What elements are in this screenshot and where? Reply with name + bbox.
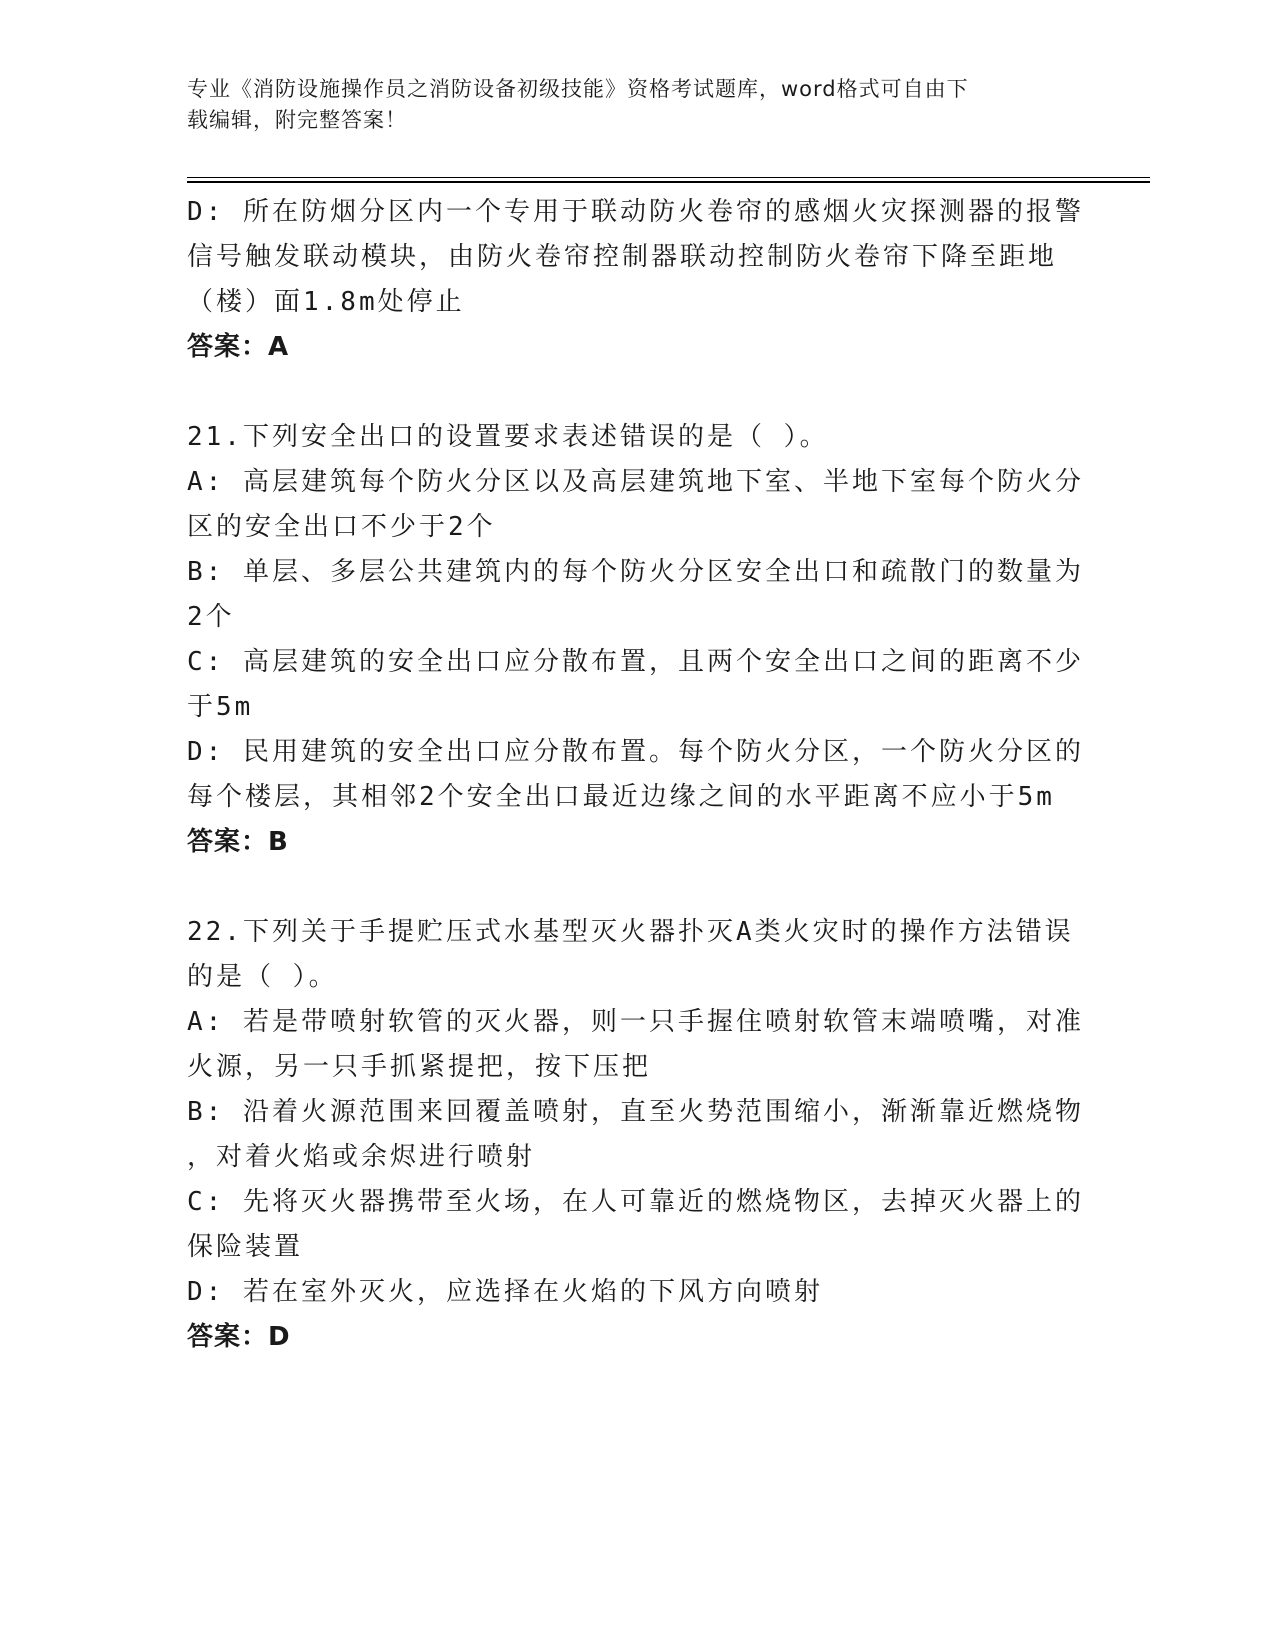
header-line: 载编辑，附完整答案！: [187, 108, 407, 132]
option-c-line: 保险装置: [187, 1232, 304, 1262]
option-a-line: A: 若是带喷射软管的灭火器，则一只手握住喷射软管末端喷嘴，对准: [187, 1007, 1084, 1037]
option-a-line: 火源，另一只手抓紧提把，按下压把: [187, 1052, 652, 1082]
question-22: [187, 910, 1087, 1360]
question-21: [187, 415, 1087, 865]
option-c-line: 于5m: [187, 692, 254, 722]
option-line: D: 所在防烟分区内一个专用于联动防火卷帘的感烟火灾探测器的报警: [187, 197, 1084, 227]
spacer: [187, 370, 1087, 415]
option-d-line: D: 民用建筑的安全出口应分散布置。每个防火分区，一个防火分区的: [187, 737, 1084, 767]
question-stem: 22.下列关于手提贮压式水基型灭火器扑灭A类火灾时的操作方法错误: [187, 917, 1074, 947]
answer-line: 答案：A: [187, 332, 290, 362]
prev-question-option-d: [187, 190, 1087, 325]
option-a-line: 区的安全出口不少于2个: [187, 512, 496, 542]
option-a-line: A: 高层建筑每个防火分区以及高层建筑地下室、半地下室每个防火分: [187, 467, 1084, 497]
header-divider-thin: [187, 177, 1150, 178]
spacer: [187, 865, 1087, 910]
answer-line: 答案：B: [187, 827, 289, 857]
option-line: 信号触发联动模块，由防火卷帘控制器联动控制防火卷帘下降至距地: [187, 242, 1058, 272]
option-b-line: ，对着火焰或余烬进行喷射: [187, 1142, 536, 1172]
option-line: （楼）面1.8m处停止: [187, 287, 465, 317]
question-stem: 21.下列安全出口的设置要求表述错误的是（ ）。: [187, 422, 829, 452]
option-b-line: B: 单层、多层公共建筑内的每个防火分区安全出口和疏散门的数量为: [187, 557, 1084, 587]
answer-line: 答案：D: [187, 1322, 291, 1352]
header-line: 专业《消防设施操作员之消防设备初级技能》资格考试题库，word格式可自由下: [187, 77, 969, 101]
question-content: [187, 190, 1087, 1360]
question-stem: 的是（ ）。: [187, 962, 338, 992]
option-b-line: 2个: [187, 602, 235, 632]
option-d-line: D: 若在室外灭火，应选择在火焰的下风方向喷射: [187, 1277, 823, 1307]
document-header: [187, 74, 1067, 136]
option-b-line: B: 沿着火源范围来回覆盖喷射，直至火势范围缩小，渐渐靠近燃烧物: [187, 1097, 1084, 1127]
header-divider-thick: [187, 181, 1150, 183]
option-c-line: C: 先将灭火器携带至火场，在人可靠近的燃烧物区，去掉灭火器上的: [187, 1187, 1084, 1217]
option-c-line: C: 高层建筑的安全出口应分散布置，且两个安全出口之间的距离不少: [187, 647, 1084, 677]
option-d-line: 每个楼层，其相邻2个安全出口最近边缘之间的水平距离不应小于5m: [187, 782, 1055, 812]
